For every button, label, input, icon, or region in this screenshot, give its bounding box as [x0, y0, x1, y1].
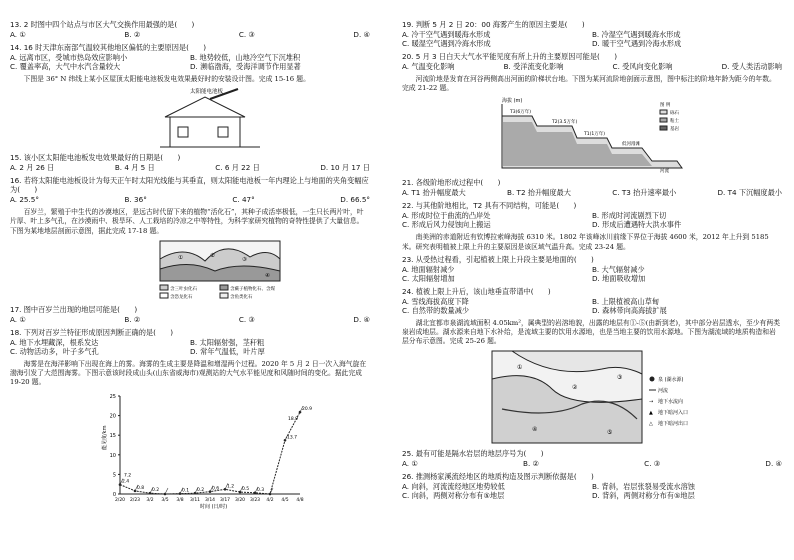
legend-item: 泉 (湖水源) — [658, 377, 684, 384]
option[interactable]: B. 上限植被高山草甸 — [592, 296, 660, 306]
svg-text:②: ② — [210, 252, 215, 259]
x-tick-label: 4/5 — [281, 498, 289, 504]
data-label: 0.2 — [197, 488, 205, 494]
option[interactable]: B. 背斜，岩层张裂易受流水溶蚀 — [592, 482, 695, 492]
x-axis-label: 时间 (日/时) — [200, 504, 228, 511]
map-label: ③ — [617, 374, 623, 382]
x-tick-label: 3/5 — [161, 498, 169, 504]
left-column — [10, 20, 370, 514]
q22-stem: 22. 与其他阶地相比，T2 具有不同结构，可能是( ) — [402, 201, 577, 211]
q14-stem: 14. 16 时天津东南部气温较其他地区偏低的主要原因是( ) — [10, 43, 207, 52]
option[interactable]: A. 形成时位于曲流的凸岸处 — [402, 211, 491, 221]
option[interactable]: C. 自然带的数量减少 — [402, 305, 470, 315]
data-label: 0.2 — [152, 488, 160, 494]
x-tick-label: 4/2 — [266, 498, 274, 504]
y-tick-label: 25 — [109, 394, 116, 401]
option[interactable]: D. 66.5° — [340, 195, 370, 205]
terrace-figure — [402, 96, 782, 174]
q17-stem: 17. 图中百岁兰出现的地层可能是( ) — [10, 304, 138, 314]
karst-map-figure — [402, 349, 782, 445]
q25-stem: 25. 最有可能是隔水岩层的地层序号为( ) — [402, 449, 544, 459]
x-tick-label: 3/2 — [146, 498, 154, 504]
y-tick-label: 0 — [112, 492, 116, 499]
legend-item: 含三叶虫化石 — [170, 286, 197, 292]
x-tick-label: 2/23 — [129, 498, 141, 504]
passage-21: 河流阶地是发育在河谷两侧高出河面的阶梯状台地。下图为某河流阶地剖面示意图，图中标注的阶地年龄为距今的年数。完成 21-22 题。 — [402, 75, 776, 93]
x-tick-label: 3/20 — [234, 498, 246, 504]
option[interactable]: C. 47° — [232, 195, 255, 205]
option[interactable]: C. ③ — [238, 30, 255, 39]
data-label: 20.9 — [302, 407, 313, 413]
passage-25: 湖北宜都市泉湖流域面积 4.05km²，属典型的岩溶地貌，出露的地层有①-⑤(由新到老)，其中部分岩层透水，至少有两类泉岩成地层。湖水源来自地下水补给，是流域主要的饮用水源地，也是当地主要的饮用水源地。下图为湖流域的地质构造和岩层分布示意图。完成 25-26 题。 — [402, 318, 781, 346]
option[interactable]: C. 太阳辐射增加 — [402, 273, 455, 283]
y-axis-label: 能见度/km — [102, 425, 108, 451]
option[interactable]: A. 远离市区，受城市热岛效应影响小 — [10, 53, 128, 62]
data-label: 0.6 — [212, 486, 220, 492]
q19-options — [402, 30, 782, 48]
option[interactable]: A. 气温变化影响 — [402, 62, 455, 71]
data-point — [134, 490, 137, 493]
outlet-icon: △ — [649, 421, 653, 428]
q26-stem: 26. 推测杨家溪流经地区的地质构造及图示判断依据是( ) — [402, 472, 594, 482]
q20-stem: 20. 5 月 3 日白天大气水平能见度有所上升的主要原因可能是( ) — [402, 52, 618, 61]
data-point — [284, 439, 287, 442]
option[interactable]: C. T3 抬升速率最小 — [612, 188, 677, 198]
option[interactable]: D. 暖干空气遇到冷海水形成 — [592, 39, 682, 48]
panel-label: 太阳能电池板 — [190, 89, 224, 96]
data-label: 0.5 — [242, 487, 250, 493]
q26-options — [402, 482, 782, 500]
q17-options — [10, 315, 370, 324]
data-label: 0.3 — [257, 488, 265, 494]
q15-stem: 15. 该小区太阳能电池板发电效果最好的日期是( ) — [10, 153, 181, 163]
y-tick-label: 15 — [109, 433, 116, 440]
data-label: 13.7 — [287, 435, 298, 441]
option[interactable]: B. 形成时河流剧烈下切 — [592, 211, 667, 221]
house-figure — [10, 87, 370, 149]
option[interactable]: B. ② — [124, 314, 141, 324]
svg-text:①: ① — [178, 254, 183, 261]
data-label: 2.4 — [122, 479, 130, 485]
option[interactable]: A. ① — [402, 459, 418, 469]
option[interactable]: B. 太阳辐射强，茎秆粗 — [190, 337, 265, 347]
svg-text:③: ③ — [242, 256, 247, 263]
q20-options — [402, 62, 782, 71]
data-label: 0.8 — [137, 486, 145, 492]
option[interactable]: A. 雪线海拔高度下降 — [402, 296, 469, 306]
passage-15: 下图是 36° N 纬线上某小区屋顶太阳能电池板发电效果最好时的安装设计图。完成 15-16 题。 — [23, 75, 310, 83]
q16-options — [10, 195, 370, 204]
option[interactable]: C. 动物活动多，叶子多气孔 — [10, 346, 99, 356]
option[interactable]: D. 10 月 17 日 — [320, 163, 370, 173]
x-tick-label: 2/20 — [114, 498, 126, 504]
option[interactable]: C. 6 月 22 日 — [215, 163, 260, 173]
strata-diagram — [10, 239, 370, 301]
legend-item: 粘土 — [670, 119, 679, 125]
visibility-series-line — [120, 412, 300, 494]
y-tick-label: 10 — [109, 453, 116, 460]
q16-stem: 16. 若将太阳能电池板设计为每天正午时太阳光线能与其垂直，则太阳能电池板一年内理论上与地面的夹角变幅应为( ) — [10, 176, 369, 195]
data-point — [299, 411, 302, 414]
option[interactable]: D. 地面吸收增加 — [592, 273, 646, 283]
legend-item: 河流 — [658, 388, 669, 395]
house-diagram — [10, 87, 370, 149]
option[interactable]: A. ① — [10, 314, 26, 324]
terrace-label: T2(3.5万年) — [552, 120, 578, 126]
terrace-label: T1(1万年) — [584, 132, 605, 138]
option[interactable]: A. 冷干空气遇到暖海水形成 — [402, 30, 491, 39]
option[interactable]: C. 受风向变化影响 — [612, 62, 673, 71]
visibility-line-chart — [10, 390, 370, 510]
y-tick-label: 20 — [109, 413, 116, 420]
q21-options — [402, 188, 782, 197]
q24-stem: 24. 植被上限上升后，该山地垂直带谱中( ) — [402, 286, 551, 296]
q13-stem: 13. 2 时图中四个站点与市区大气交换作用最强的是( ) — [10, 20, 195, 29]
q14-options — [10, 53, 370, 71]
data-point — [209, 491, 212, 494]
q22-options — [402, 211, 782, 229]
option[interactable]: D. T4 下沉幅度最小 — [717, 188, 782, 198]
passage-23: 南美洲的赤道附近有钦博拉索峰海拔 6310 米。1802 年该峰冰川前缘下界位于海拔 4600 米，2012 年上升到 5185 米。研究表明植被上限上升的主要原因是该区域气温升高。完成 23-24 题。 — [402, 233, 769, 251]
q15-options — [10, 163, 370, 172]
x-tick-label: 4/8 — [296, 498, 304, 504]
visibility-chart — [10, 390, 370, 510]
option[interactable]: D. ④ — [353, 30, 370, 39]
q23-options — [402, 265, 782, 283]
option[interactable]: B. ② — [523, 459, 539, 469]
legend-item: 地下暗河出口 — [658, 421, 689, 428]
inlet-icon: ▲ — [649, 410, 653, 417]
option[interactable]: B. 受洋流变化影响 — [503, 62, 564, 71]
option[interactable]: B. 大气辐射减少 — [592, 264, 645, 274]
option[interactable]: C. 形成后风力侵蚀向上搬运 — [402, 220, 491, 230]
option[interactable]: D. ④ — [765, 459, 782, 469]
passage-19: 海雾是在海洋影响下出现在海上的雾。海雾的生成主要是降温和增湿两个过程。2020 年 5 月 2 日一次入海气旋在渤海引发了大范围海雾。下图示意该时段成山头(山东省威海市)观测站的大气水平能见度和风随时间的变化。据此完成 19-20 题。 — [10, 359, 367, 387]
y-tick-label: 5 — [112, 472, 116, 479]
option[interactable]: A. 向斜，河流流经地区地势较低 — [402, 482, 505, 492]
terrace-label: 低河漫滩 — [622, 142, 640, 148]
spring-icon — [650, 377, 655, 382]
q13-options — [10, 30, 370, 39]
option[interactable]: D. ④ — [353, 314, 370, 324]
x-tick-label: 3/17 — [219, 498, 231, 504]
option[interactable]: A. 25.5° — [10, 195, 39, 205]
svg-text:图 例: 图 例 — [660, 103, 671, 109]
option[interactable]: D. 濒临渤海，受海洋调节作用显著 — [190, 62, 301, 71]
option[interactable]: A. 2 月 26 日 — [10, 163, 55, 173]
right-column — [402, 20, 782, 504]
q21-stem: 21. 各级阶地形成过程中( ) — [402, 178, 501, 188]
option[interactable]: B. 36° — [124, 195, 147, 205]
data-point — [224, 488, 227, 491]
terrace-label: T3(6万年) — [510, 110, 531, 116]
option[interactable]: D. 形成后遭遇特大洪水事件 — [592, 220, 682, 230]
option[interactable]: B. 地势较低，山地冷空气下沉堆积 — [190, 53, 301, 62]
map-label: ⑤ — [607, 429, 613, 437]
legend-item: 含鱼类化石 — [230, 294, 253, 300]
option[interactable]: D. 常年气温低，叶片厚 — [190, 346, 265, 356]
option[interactable]: D. 森林带向高海拔扩展 — [592, 305, 667, 315]
terrace-diagram — [402, 96, 782, 174]
option[interactable]: B. T2 抬升幅度最大 — [507, 188, 571, 198]
legend-item: 地下暗河入口 — [658, 410, 689, 417]
karst-map — [402, 349, 782, 445]
x-tick-label: 3/14 — [204, 498, 216, 504]
option[interactable]: C. 暖湿空气遇到冷海水形成 — [402, 39, 491, 48]
option[interactable]: C. ③ — [644, 459, 661, 469]
x-tick-label: 3/8 — [176, 498, 184, 504]
option[interactable]: B. ② — [124, 30, 141, 39]
data-label: 0.1 — [182, 488, 190, 494]
q23-stem: 23. 从受热过程看，引起植被上限上升段主要是地面的( ) — [402, 254, 594, 264]
option[interactable]: C. ③ — [238, 314, 255, 324]
arrow-icon: → — [649, 399, 654, 406]
svg-text:④: ④ — [265, 272, 270, 279]
map-label: ④ — [532, 426, 538, 434]
q18-stem: 18. 下列对百岁兰特征形成原因判断正确的是( ) — [10, 327, 174, 337]
terrace-axis-title: 海拔 (m) — [502, 98, 523, 105]
legend-item: 砾石 — [670, 111, 679, 117]
option[interactable]: A. T1 抬升幅度最大 — [402, 188, 466, 198]
data-label: 1.2 — [227, 484, 235, 490]
x-tick-label: 3/11 — [189, 498, 201, 504]
legend-item: 含蕨子植物化石、含煤 — [230, 286, 275, 292]
map-label: ② — [572, 384, 578, 392]
legend-item: 含恐龙化石 — [170, 294, 193, 300]
q18-options — [10, 338, 370, 356]
map-label: ① — [517, 364, 523, 372]
option[interactable]: C. 覆盖率高，大气中水汽含量较大 — [10, 62, 121, 71]
legend-item: 基岩 — [670, 127, 679, 133]
strata-figure — [10, 239, 370, 301]
data-label: 18.9 — [288, 417, 299, 423]
option[interactable]: A. ① — [10, 30, 26, 39]
wind-barb — [165, 488, 168, 494]
option[interactable]: D. 受人类活动影响 — [721, 62, 782, 71]
option[interactable]: B. 冷湿空气遇到暖海水形成 — [592, 30, 681, 39]
option[interactable]: D. 背斜，两侧对称分布有⑤地层 — [592, 491, 695, 501]
q19-stem: 19. 判断 5 月 2 日 20：00 海雾产生的原因主要是( ) — [402, 20, 585, 29]
x-tick-label: 3/23 — [249, 498, 261, 504]
passage-17: 百岁兰，繁殖于中生代的沙漠地区，是远古时代留下来的植物“活化石”，其种子成活率极低，一生只长两片叶，叶片厚、叶上多气孔，在沙漠雨中、极旱环、人工栽培的冷凉之中等特性，为科学家研究植物的奇特性提供了大量信息。下图为某地地层剖面示意图，据此完成 17-18 题。 — [10, 208, 364, 235]
option[interactable]: A. 地下水埋藏深，根系发达 — [10, 337, 99, 347]
q25-options — [402, 459, 782, 468]
option[interactable]: A. 地面辐射减少 — [402, 264, 455, 274]
legend-item: 地下水流向 — [658, 399, 684, 406]
option[interactable]: B. 4 月 5 日 — [114, 163, 155, 173]
option[interactable]: C. 向斜，两侧对称分布有⑤地层 — [402, 491, 505, 501]
q24-options — [402, 297, 782, 315]
data-label: 7.2 — [124, 473, 132, 479]
terrace-label: 河流 — [660, 169, 669, 175]
